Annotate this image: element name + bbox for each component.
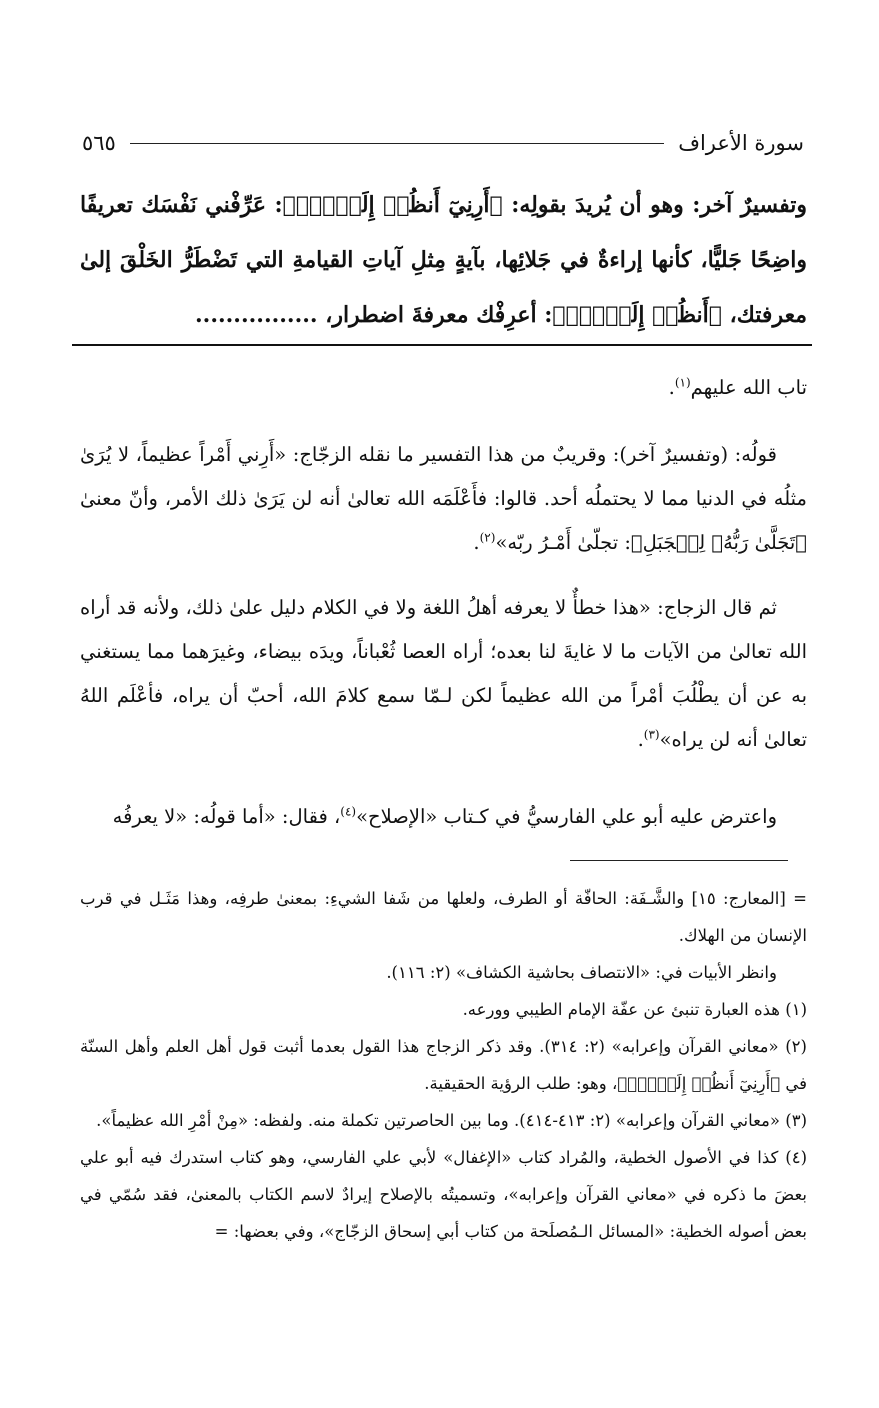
footnote-ref-1: (١) [674, 375, 691, 390]
surah-title: سورة الأعراف [678, 131, 804, 155]
commentary-end: . [473, 531, 480, 554]
commentary-paragraph-3 [80, 586, 807, 762]
footnote-ref-4: (٤) [340, 804, 357, 819]
main-text [80, 178, 807, 343]
footnotes-divider [570, 860, 788, 861]
main-text-divider [72, 344, 812, 346]
footnotes [80, 880, 807, 1250]
commentary-paragraph-2 [80, 433, 807, 565]
footnote-see-also: وانظر الأبيات في: «الانتصاف بحاشية الكشاف» (٢: ١١٦). [386, 963, 777, 982]
commentary-text: ، فقال: «أما قولُه: «لا يعرفُه [112, 805, 341, 828]
footnote-1: (١) هذه العبارة تنبئ عن عفّة الإمام الطيبي وورعه. [462, 1000, 807, 1019]
footnote-3: (٣) «معاني القرآن وإعرابه» (٢: ٤١٣-٤١٤). وما بين الحاصرتين تكملة منه. ولفظه: «مِنْ أمْرِ الله عظيماً». [96, 1111, 807, 1130]
commentary-text: قولُه: (وتفسيرٌ آخر): وقريبٌ من هذا التفسير ما نقله الزجّاج: «أَرِني أَمْراً عظيماً، لا يُرَىٰ مثلُه في الدنيا مما لا يحتملُه أحد. قالوا: فأَعْلَمَه الله تعالىٰ أنه لن يَرَىٰ ذلك الأمر، وأنّ معنىٰ ﴿تَجَلَّىٰ رَبُّهُۥ لِلۡجَبَلِ﴾: تجلّىٰ أَمْـرُ ربّه» [80, 443, 807, 554]
footnote-continuation: = [المعارج: ١٥] والشَّـفَة: الحافّة أو الطرف، ولعلها من شَفا الشيءِ: بمعنىٰ طرفِه، وهذا مَثَـل في قرب الإنسان من الهلاك. [80, 889, 807, 945]
commentary-paragraph-4 [80, 795, 807, 839]
commentary-paragraph-1 [80, 366, 807, 410]
main-text-body: وتفسيرٌ آخر: وهو أن يُريدَ بقولِه: ﴿أَرِنِيٓ أَنظُرۡ إِلَيۡكَۚ﴾: عَرِّفْني نَفْسَك تعريفًا واضِحًا جَليًّا، كأنها إراءةٌ في جَلائِها، بآيةٍ مِثلِ آياتِ القيامةِ التي تَضْطَرُّ الخَلْقَ إلىٰ معرفتك، ﴿أَنظُرۡ إِلَيۡكَۚ﴾: أعرِفْك معرفةَ اضطرار، ................ [80, 192, 808, 328]
page-header [82, 128, 804, 158]
footnote-4: (٤) كذا في الأصول الخطية، والمُراد كتاب «الإغفال» لأبي علي الفارسي، وهو كتاب استدرك فيه أبو علي بعضَ ما ذكره في «معاني القرآن وإعرابه»، وتسميتُه بالإصلاح إيرادٌ لاسم الكتاب بالمعنىٰ، فقد سُمّي في بعض أصوله الخطية: «المسائل الـمُصلَحة من كتاب أبي إسحاق الزجّاج»، وفي بعضها: = [80, 1148, 807, 1241]
commentary-end: . [668, 376, 675, 399]
commentary-text: واعترض عليه أبو علي الفارسيُّ في كـتاب «الإصلاح» [356, 805, 777, 828]
commentary-end: . [637, 728, 644, 751]
footnote-ref-2: (٢) [479, 530, 496, 545]
commentary-text: ثم قال الزجاج: «هذا خطأٌ لا يعرفه أهلُ اللغة ولا في الكلام دليل علىٰ ذلك، ولأنه قد أراه الله تعالىٰ من الآيات ما لا غايةَ لنا بعده؛ أراه العصا ثُعْباناً، ويدَه بيضاء، وغيرَهما مما يستغني به عن أن يطْلُبَ أمْراً من الله عظيماً لكن لـمّا سمع كلامَ الله، أحبّ أن يراه، فأعْلَم اللهُ تعالىٰ أنه لن يراه» [80, 596, 807, 751]
footnote-2: (٢) «معاني القرآن وإعرابه» (٢: ٣١٤). وقد ذكر الزجاج هذا القول بعدما أثبت قول أهل العلم وأهل السنّة في ﴿أَرِنِيٓ أَنظُرۡ إِلَيۡكَۚ﴾، وهو: طلب الرؤية الحقيقية. [80, 1037, 807, 1093]
commentary-text: تاب الله عليهم [690, 376, 807, 399]
header-rule [130, 143, 664, 144]
page-number: ٥٦٥ [82, 131, 116, 155]
footnote-ref-3: (٣) [643, 727, 660, 742]
